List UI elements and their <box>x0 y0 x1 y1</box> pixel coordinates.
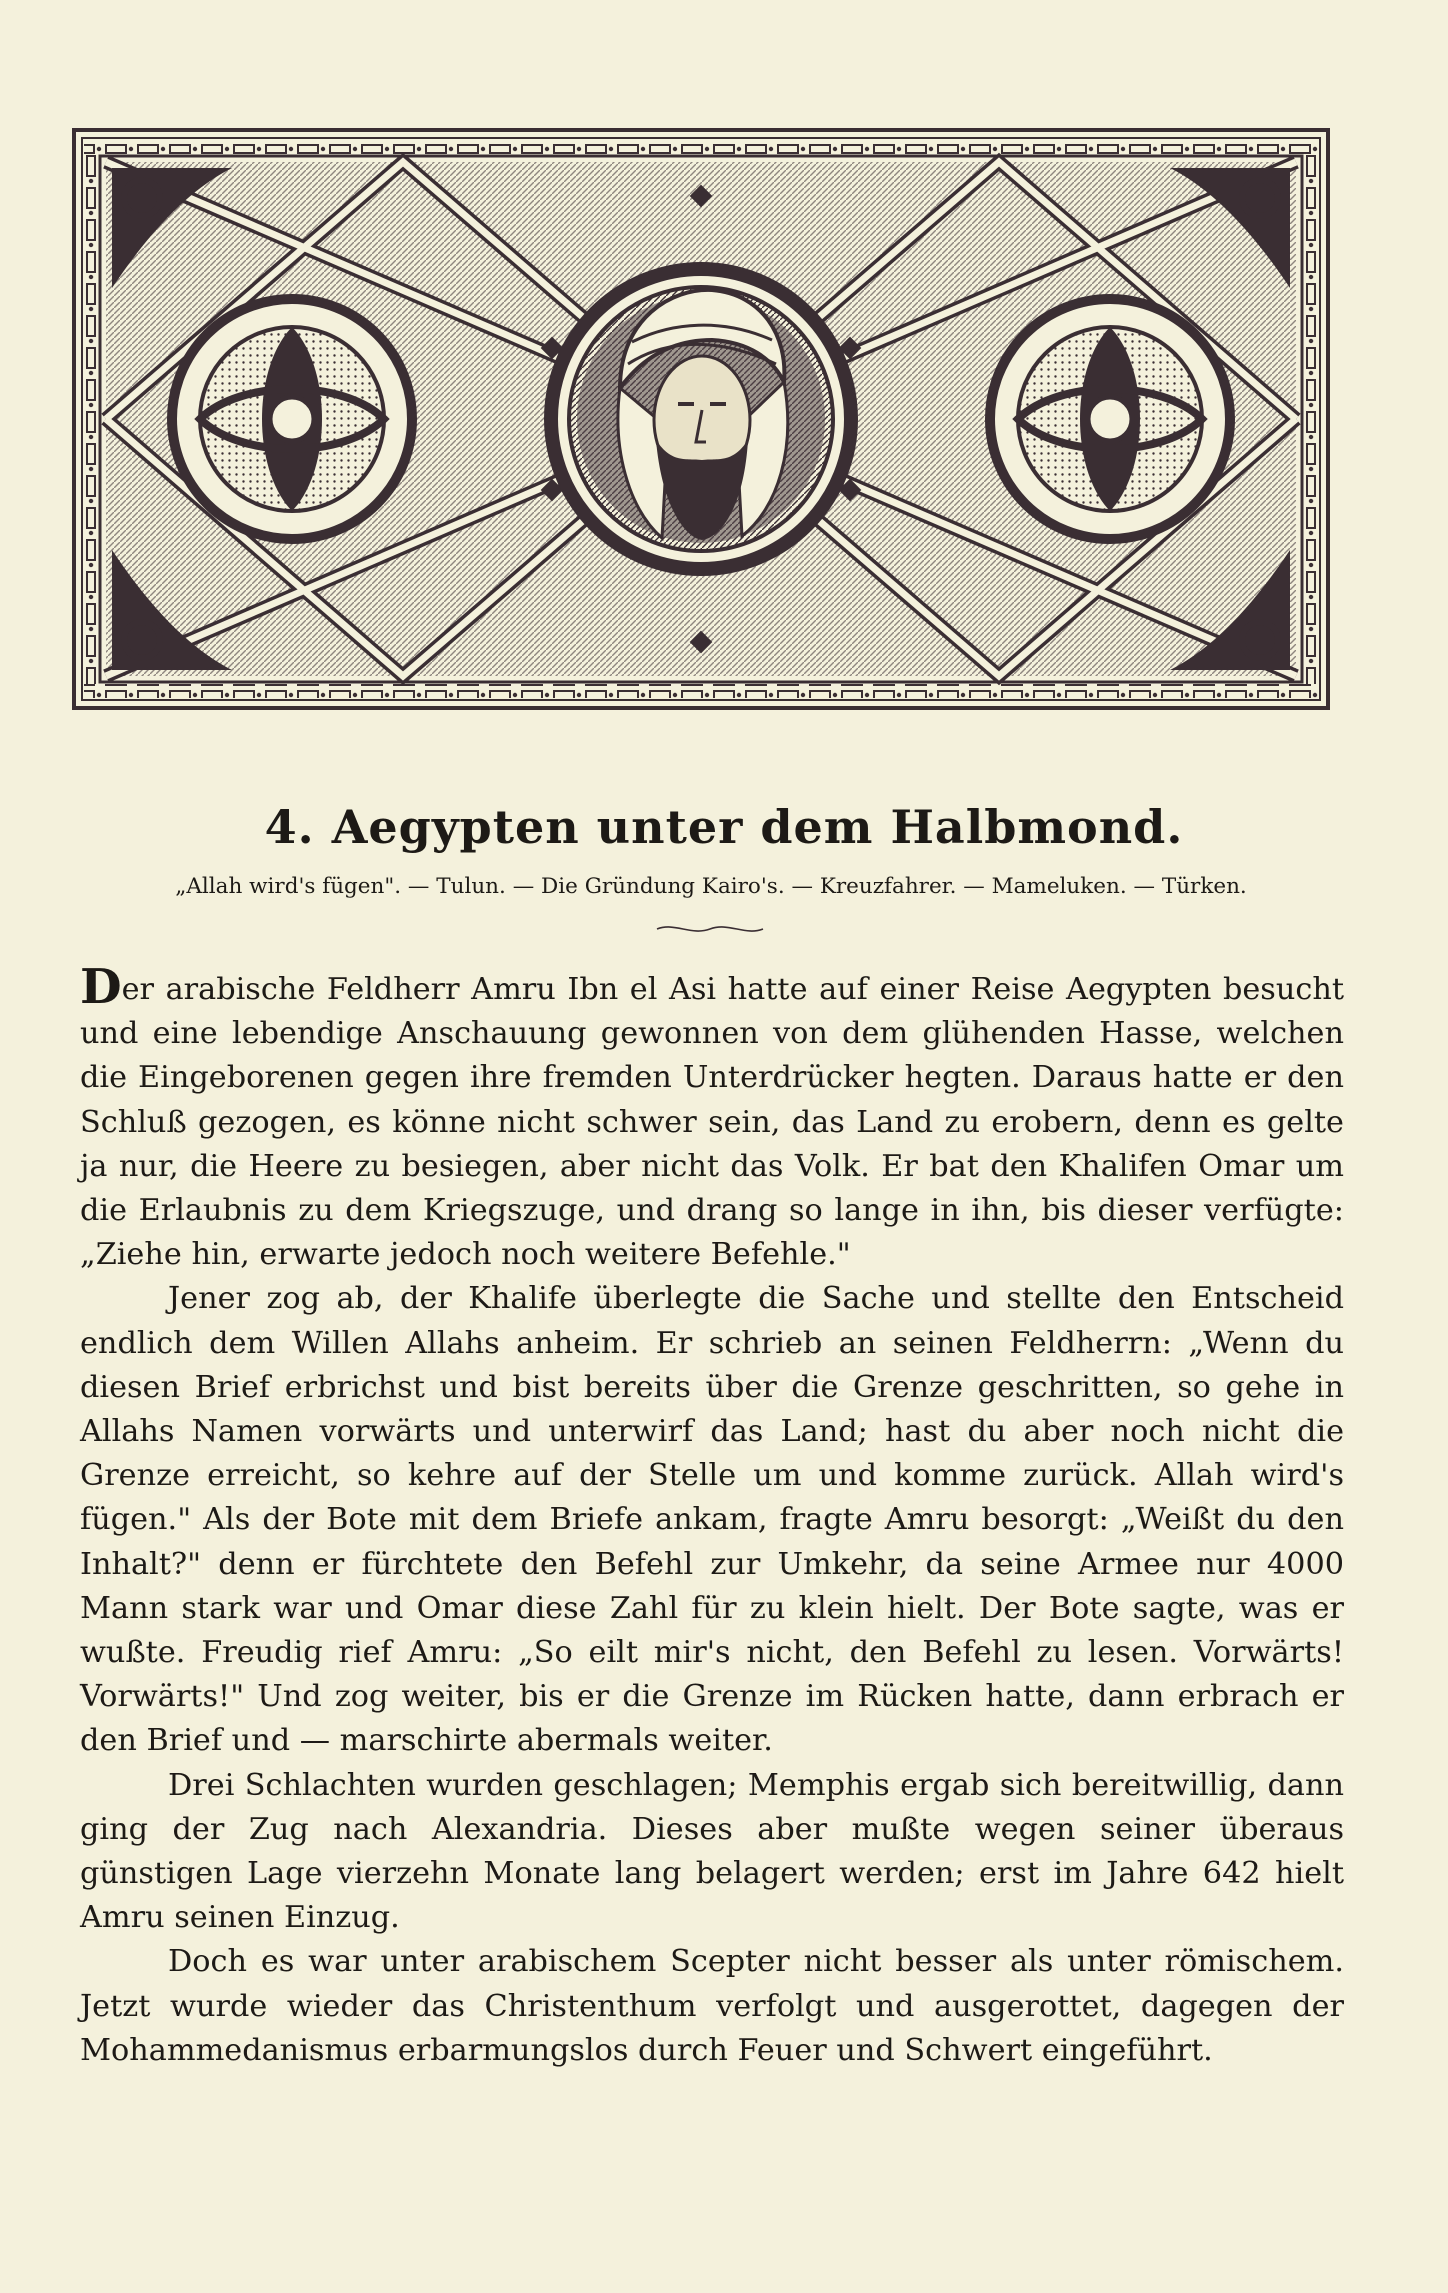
drop-cap: D <box>80 959 122 1015</box>
paragraph: Doch es war unter arabischem Scepter nicht besser als unter römischem. Jetzt wurde wieder das Christenthum verfolgt und ausgerottet, dagegen der Mohammedanismus erbarmungslos durch Feuer und Schwert eingeführt. <box>80 1944 1344 2068</box>
chapter-title: 4. Aegypten unter dem Halbmond. <box>264 800 1184 854</box>
paragraph: Drei Schlachten wurden geschlagen; Memphis ergab sich bereitwillig, dann ging der Zug nach Alexandria. Dieses aber mußte wegen seiner überaus günstigen Lage vierzehn Monate lang belagert werden; erst im Jahre 642 hielt Amru seinen Einzug. <box>80 1767 1344 1936</box>
paragraph: Der arabische Feldherr Amru Ibn el Asi hatte auf einer Reise Aegypten besucht und eine lebendige Anschauung gewonnen von dem glühenden Hasse, welchen die Eingeborenen gegen ihre fremden Unterdrücker hegten. Daraus hatte er den Schluß gezogen, es könne nicht schwer sein, das Land zu erobern, denn es gelte ja nur, die Heere zu besiegen, aber nicht das Volk. Er bat den Khalifen Omar um die Erlaubnis zu dem Kriegszuge, und drang so lange in ihn, bis dieser verfügte: „Ziehe hin, erwarte jedoch noch weitere Befehle." <box>80 959 1344 1273</box>
portrait-medallion <box>551 269 851 569</box>
body-text <box>80 959 1344 2073</box>
divider-flourish-icon <box>655 922 765 936</box>
ornamental-banner <box>72 128 1330 710</box>
chapter-summary: „Allah wird's fügen". — Tulun. — Die Gründung Kairo's. — Kreuzfahrer. — Mameluken. — Türken. <box>175 874 1247 899</box>
paragraph: Jener zog ab, der Khalife überlegte die Sache und stellte den Entscheid endlich dem Willen Allahs anheim. Er schrieb an seinen Feldherrn: „Wenn du diesen Brief erbrichst und bist bereits über die Grenze geschritten, so gehe in Allahs Namen vorwärts und unterwirf das Land; hast du aber noch nicht die Grenze erreicht, so kehre auf der Stelle um und komme zurück. Allah wird's fügen." Als der Bote mit dem Briefe ankam, fragte Amru besorgt: „Weißt du den Inhalt?" denn er fürchtete den Befehl zur Umkehr, da seine Armee nur 4000 Mann stark war und Omar diese Zahl für zu klein hielt. Der Bote sagte, was er wußte. Freudig rief Amru: „So eilt mir's nicht, den Befehl zu lesen. Vorwärts! Vorwärts!" Und zog weiter, bis er die Grenze im Rücken hatte, dann erbrach er den Brief und — marschirte abermals weiter. <box>80 1281 1344 1759</box>
arabesque-ornament <box>72 128 1330 710</box>
